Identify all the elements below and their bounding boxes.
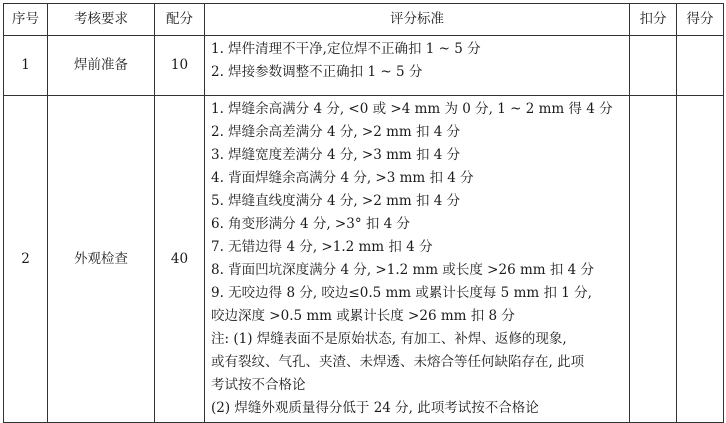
- header-got: 得分: [677, 4, 724, 36]
- note-line: 考试按不合格论: [211, 377, 306, 393]
- row-item: 外观检查: [48, 96, 155, 423]
- criteria-line: 7. 无错边得 4 分, >1.2 mm 扣 4 分: [211, 239, 433, 255]
- criteria-line: 5. 焊缝直线度满分 4 分, >2 mm 扣 4 分: [211, 193, 461, 209]
- note-line: 或有裂纹、气孔、夹渣、未焊透、未熔合等任何缺陷存在, 此项: [211, 354, 585, 370]
- criteria-line: 6. 角变形满分 4 分, >3° 扣 4 分: [211, 216, 411, 232]
- criteria-line: 2. 焊接参数调整不正确扣 1 ~ 5 分: [211, 64, 423, 80]
- criteria-line: 咬边深度 >0.5 mm 或累计长度 >26 mm 扣 8 分: [211, 308, 515, 324]
- note-line: 注: (1) 焊缝表面不是原始状态, 有加工、补焊、返修的现象,: [211, 331, 567, 347]
- criteria-line: 1. 焊件清理不干净,定位焊不正确扣 1 ~ 5 分: [211, 41, 481, 57]
- scoring-table: [3, 3, 724, 423]
- header-deduct: 扣分: [630, 4, 677, 36]
- row-score: 40: [155, 96, 205, 423]
- header-row: [4, 4, 724, 36]
- criteria-line: 2. 焊缝余高差满分 4 分, >2 mm 扣 4 分: [211, 124, 461, 140]
- note-line: (2) 焊缝外观质量得分低于 24 分, 此项考试按不合格论: [211, 400, 539, 416]
- criteria-line: 1. 焊缝余高满分 4 分, <0 或 >4 mm 为 0 分, 1 ~ 2 mm 得 4 分: [211, 101, 613, 117]
- row-no: 1: [4, 36, 48, 96]
- row-got-cell[interactable]: [677, 36, 724, 96]
- row-item: 焊前准备: [48, 36, 155, 96]
- header-item: 考核要求: [48, 4, 155, 36]
- table-row: [4, 96, 724, 423]
- row-deduct-cell[interactable]: [630, 36, 677, 96]
- table-row: [4, 36, 724, 96]
- criteria-line: 9. 无咬边得 8 分, 咬边≤0.5 mm 或累计长度每 5 mm 扣 1 分,: [211, 285, 592, 301]
- row-deduct-cell[interactable]: [630, 96, 677, 423]
- row-got-cell[interactable]: [677, 96, 724, 423]
- row-criteria: [205, 36, 630, 96]
- criteria-line: 4. 背面焊缝余高满分 4 分, >3 mm 扣 4 分: [211, 170, 474, 186]
- row-score: 10: [155, 36, 205, 96]
- criteria-line: 3. 焊缝宽度差满分 4 分, >3 mm 扣 4 分: [211, 147, 461, 163]
- header-no: 序号: [4, 4, 48, 36]
- row-criteria: [205, 96, 630, 423]
- header-criteria: 评分标准: [205, 4, 630, 36]
- criteria-line: 8. 背面凹坑深度满分 4 分, >1.2 mm 或长度 >26 mm 扣 4 分: [211, 262, 595, 278]
- row-no: 2: [4, 96, 48, 423]
- header-score: 配分: [155, 4, 205, 36]
